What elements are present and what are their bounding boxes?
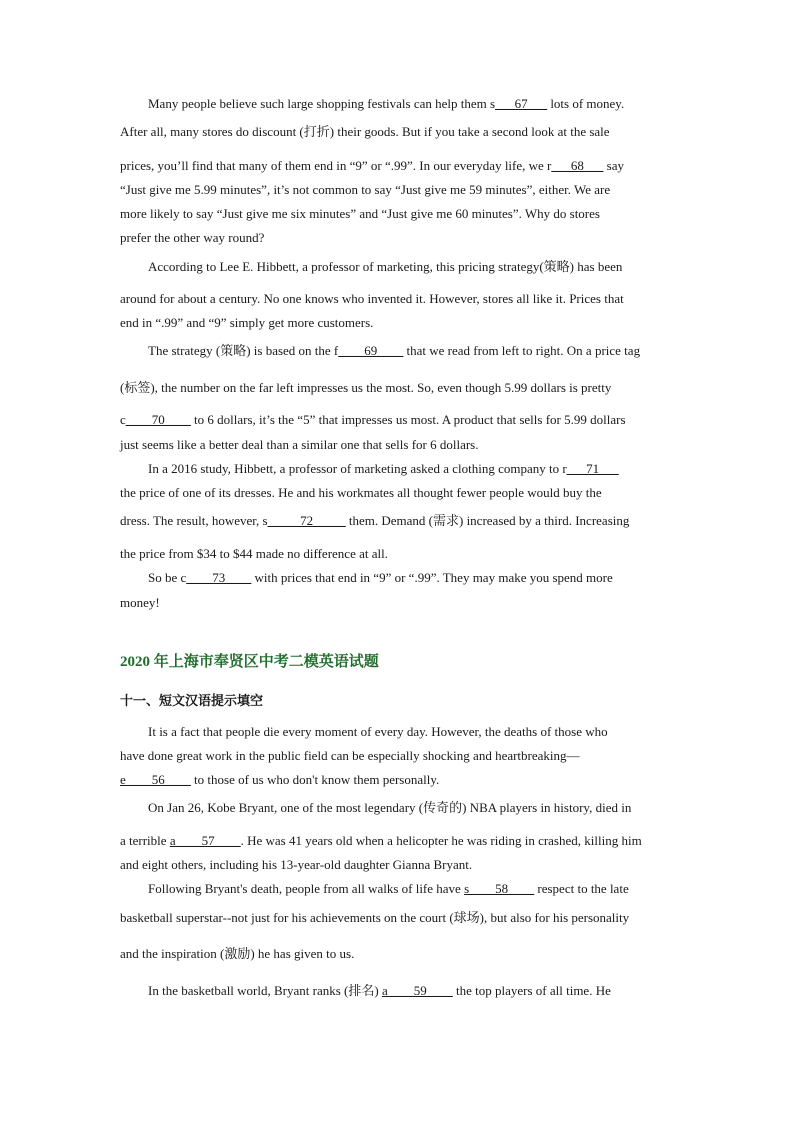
text-line [120,230,680,246]
text-run: On Jan 26, Kobe Bryant, one of the most legendary (传奇的) NBA players in history, died in [148,800,632,815]
answer-blank: _____72_____ [267,513,346,528]
answer-blank: a____59____ [381,983,453,998]
text-line [148,724,680,740]
text-line [120,315,680,331]
text-line [120,910,680,926]
text-line [120,772,680,788]
text-run: In a 2016 study, Hibbett, a professor of marketing asked a clothing company to r [148,461,567,476]
text-run: money! [120,595,160,610]
text-line [120,412,680,428]
text-run: c [120,412,126,427]
text-line [120,857,680,873]
text-run: just seems like a better deal than a similar one that sells for 6 dollars. [120,437,479,452]
text-run: After all, many stores do discount (打折) their goods. But if you take a second look at the sale [120,124,610,139]
text-run: So be c [148,570,187,585]
text-line [148,570,680,586]
text-line [120,206,680,222]
text-run: and eight others, including his 13-year-old daughter Gianna Bryant. [120,857,473,872]
text-run: that we read from left to right. On a price tag [403,343,641,358]
answer-blank: ____73____ [186,570,252,585]
text-line [120,158,680,174]
text-run: the price from $34 to $44 made no difference at all. [120,546,388,561]
text-line [148,96,680,112]
text-run: a terrible [120,833,170,848]
text-line [120,513,680,529]
text-line [148,461,680,477]
text-run: basketball superstar--not just for his achievements on the court (球场), but also for his personality [120,910,630,925]
text-run: In the basketball world, Bryant ranks (排名) [148,983,382,998]
text-line [148,259,680,275]
text-line [120,437,680,453]
text-run: the price of one of its dresses. He and his workmates all thought fewer people would buy the [120,485,602,500]
answer-blank: ____69____ [338,343,404,358]
text-line [120,380,680,396]
text-run: dress. The result, however, s [120,513,268,528]
text-run: The strategy (策略) is based on the f [148,343,339,358]
text-run: end in “.99” and “9” simply get more customers. [120,315,374,330]
text-run: the top players of all time. He [452,983,611,998]
answer-blank: ___71___ [566,461,619,476]
text-run: more likely to say “Just give me six minutes” and “Just give me 60 minutes”. Why do stores [120,206,600,221]
answer-blank: ___67___ [495,96,548,111]
text-run: “Just give me 5.99 minutes”, it’s not common to say “Just give me 59 minutes”, either. We are [120,182,611,197]
section-heading: 十一、短文汉语提示填空 [120,693,264,708]
text-run: to 6 dollars, it’s the “5” that impresses us most. A product that sells for 5.99 dollars [190,412,626,427]
text-run: around for about a century. No one knows who invented it. However, stores all like it. Prices that [120,291,624,306]
text-line [148,800,680,816]
text-run: prices, you’ll find that many of them end in “9” or “.99”. In our everyday life, we r [120,158,552,173]
text-run: say [603,158,624,173]
text-run: to those of us who don't know them personally. [190,772,440,787]
text-line [120,748,680,764]
text-run: have done great work in the public field can be especially shocking and heartbreaking— [120,748,580,763]
text-run: According to Lee E. Hibbett, a professor of marketing, this pricing strategy(策略) has been [148,259,623,274]
text-run: with prices that end in “9” or “.99”. They may make you spend more [251,570,613,585]
text-line [120,485,680,501]
answer-blank: ___68___ [551,158,604,173]
text-run: It is a fact that people die every moment of every day. However, the deaths of those who [148,724,608,739]
text-line [120,182,680,198]
text-line [120,546,680,562]
text-run: them. Demand (需求) increased by a third. Increasing [345,513,630,528]
text-line [120,833,680,849]
answer-blank: a____57____ [169,833,241,848]
text-run: Many people believe such large shopping festivals can help them s [148,96,496,111]
text-run: lots of money. [547,96,625,111]
text-line [120,124,680,140]
exam-title: 2020 年上海市奉贤区中考二模英语试题 [120,654,379,670]
text-line [120,291,680,307]
text-run: prefer the other way round? [120,230,265,245]
text-line [148,983,680,999]
text-run: . He was 41 years old when a helicopter he was riding in crashed, killing him [240,833,642,848]
text-line [120,595,680,611]
answer-blank: e____56____ [120,772,191,787]
text-run: (标签), the number on the far left impresses us the most. So, even though 5.99 dollars is pretty [120,380,612,395]
text-line [148,881,680,897]
answer-blank: s____58____ [464,881,535,896]
text-run: Following Bryant's death, people from all walks of life have [148,881,465,896]
text-line [120,946,680,962]
answer-blank: ____70____ [125,412,191,427]
text-run: respect to the late [534,881,629,896]
text-line [148,343,680,359]
text-run: and the inspiration (激励) he has given to us. [120,946,355,961]
